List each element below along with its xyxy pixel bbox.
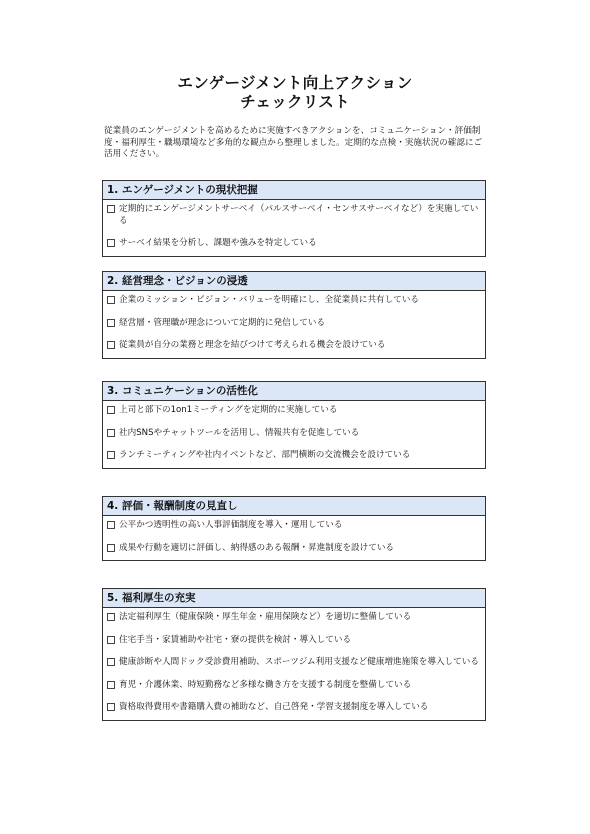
- checklist-item[interactable]: 成果や行動を適切に評価し、納得感のある報酬・昇進制度を設けている: [107, 543, 481, 555]
- checklist-item[interactable]: 住宅手当・家賃補助や社宅・寮の提供を検討・導入している: [107, 635, 481, 647]
- section-benefits: [102, 588, 486, 721]
- checklist-item[interactable]: 企業のミッション・ビジョン・バリューを明確にし、全従業員に共有している: [107, 295, 481, 307]
- section-heading: 5. 福利厚生の充実: [103, 589, 485, 608]
- checkbox[interactable]: [107, 296, 115, 304]
- checkbox[interactable]: [107, 239, 115, 247]
- section-heading: 1. エンゲージメントの現状把握: [103, 181, 485, 200]
- checkbox[interactable]: [107, 521, 115, 529]
- section-heading: 4. 評価・報酬制度の見直し: [103, 497, 485, 516]
- checklist-item[interactable]: 上司と部下の1on1ミーティングを定期的に実施している: [107, 405, 481, 417]
- section-current-state: [102, 180, 486, 257]
- section-heading: 3. コミュニケーションの活性化: [103, 382, 485, 401]
- checklist-item[interactable]: ランチミーティングや社内イベントなど、部門横断の交流機会を設けている: [107, 450, 481, 462]
- checkbox[interactable]: [107, 613, 115, 621]
- intro-text: 従業員のエンゲージメントを高めるために実施すべきアクションを、コミュニケーション・評価制度・福利厚生・職場環境など多角的な観点から整理しました。定期的な点検・実施状況の確認にご活用ください。: [104, 126, 483, 159]
- checklist-item[interactable]: 資格取得費用や書籍購入費の補助など、自己啓発・学習支援制度を導入している: [107, 702, 481, 714]
- page-title-line2: チェックリスト: [240, 93, 350, 111]
- page-title-line1: エンゲージメント向上アクション: [177, 74, 413, 92]
- checkbox[interactable]: [107, 658, 115, 666]
- checklist-item[interactable]: 育児・介護休業、時短勤務など多様な働き方を支援する制度を整備している: [107, 680, 481, 692]
- checkbox[interactable]: [107, 451, 115, 459]
- section-heading: 2. 経営理念・ビジョンの浸透: [103, 272, 485, 291]
- checklist-item[interactable]: 健康診断や人間ドック受診費用補助、スポーツジム利用支援など健康増進施策を導入している: [107, 657, 481, 669]
- checklist-item[interactable]: 定期的にエンゲージメントサーベイ（パルスサーベイ・センサスサーベイなど）を実施している: [107, 204, 481, 227]
- page-title: [0, 74, 590, 112]
- section-vision: [102, 271, 486, 359]
- checklist-item[interactable]: 社内SNSやチャットツールを活用し、情報共有を促進している: [107, 428, 481, 440]
- checkbox[interactable]: [107, 544, 115, 552]
- checklist-item[interactable]: 従業員が自分の業務と理念を結びつけて考えられる機会を設けている: [107, 340, 481, 352]
- checkbox[interactable]: [107, 341, 115, 349]
- checkbox[interactable]: [107, 429, 115, 437]
- checkbox[interactable]: [107, 205, 115, 213]
- checkbox[interactable]: [107, 406, 115, 414]
- checklist-item[interactable]: サーベイ結果を分析し、課題や強みを特定している: [107, 238, 481, 250]
- checkbox[interactable]: [107, 319, 115, 327]
- checkbox[interactable]: [107, 636, 115, 644]
- section-communication: [102, 381, 486, 469]
- section-evaluation: [102, 496, 486, 561]
- checklist-item[interactable]: 公平かつ透明性の高い人事評価制度を導入・運用している: [107, 520, 481, 532]
- checkbox[interactable]: [107, 681, 115, 689]
- checklist-item[interactable]: 法定福利厚生（健康保険・厚生年金・雇用保険など）を適切に整備している: [107, 612, 481, 624]
- checklist-item[interactable]: 経営層・管理職が理念について定期的に発信している: [107, 318, 481, 330]
- checkbox[interactable]: [107, 703, 115, 711]
